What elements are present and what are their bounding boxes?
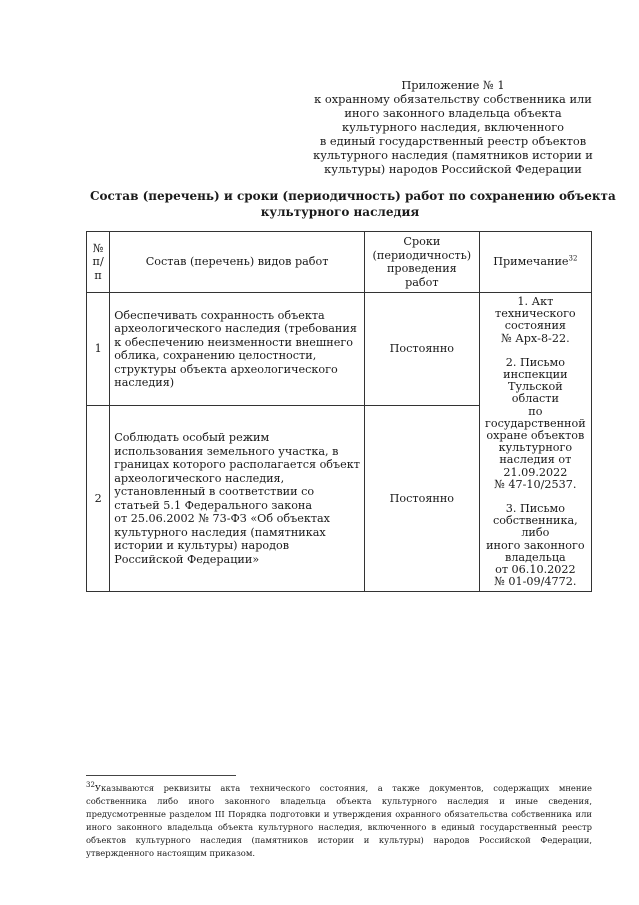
appendix-line: культуры) народов Российской Федерации — [324, 162, 582, 176]
composition-line: структуры объекта археологического — [114, 362, 338, 376]
appendix-line: Приложение № 1 — [401, 78, 505, 92]
note-paragraph — [484, 357, 587, 491]
header-term-line: Сроки — [403, 235, 441, 248]
composition-line: культурного наследия (памятниках — [114, 525, 326, 539]
note-paragraph — [484, 503, 587, 588]
footnote-reference: 32 — [568, 254, 578, 263]
note-line: иного законного — [486, 538, 585, 552]
header-term-line: проведения работ — [386, 262, 457, 289]
header-note — [479, 232, 591, 293]
composition-line: Обеспечивать сохранность объекта — [114, 308, 325, 322]
note-line: Тульской области — [508, 380, 563, 406]
note-line: 2. Письмо — [505, 355, 565, 369]
note-line: № 01-09/4772. — [494, 575, 577, 589]
footnote — [86, 782, 592, 860]
note-line: 21.09.2022 — [503, 465, 568, 479]
row-term: Постоянно — [364, 293, 479, 406]
header-note-label: Примечание — [493, 255, 569, 269]
note-line: № Арх-8-22. — [501, 331, 570, 345]
composition-line: археологического наследия, — [114, 471, 285, 485]
note-line: № 47-10/2537. — [494, 477, 577, 491]
footnote-line — [86, 782, 592, 795]
note-line: 1. Акт технического — [495, 295, 576, 321]
table-header-row — [87, 232, 592, 293]
footnote-text: Указываются реквизиты акта технического состояния, а также документов, содержащих мнение — [94, 783, 592, 793]
composition-line: Российской Федерации» — [114, 552, 260, 566]
header-term — [364, 232, 479, 293]
note-line: 3. Письмо — [505, 502, 565, 516]
note-line: инспекции — [503, 368, 568, 382]
composition-line: установленный в соответствии со — [114, 485, 315, 499]
note-cell — [479, 293, 591, 592]
appendix-line: иного законного владельца объекта — [344, 106, 562, 120]
row-term: Постоянно — [364, 406, 479, 592]
composition-line: Соблюдать особый режим — [114, 431, 270, 445]
header-num — [87, 232, 110, 293]
appendix-heading — [300, 78, 606, 176]
header-composition: Состав (перечень) видов работ — [110, 232, 365, 293]
title-line: Состав (перечень) и сроки (периодичность) работ по сохранению объекта — [90, 189, 616, 203]
appendix-line: к охранному обязательству собственника или — [314, 92, 592, 106]
row-composition — [110, 406, 365, 592]
row-composition — [110, 293, 365, 406]
appendix-line: в единый государственный реестр объектов — [319, 134, 587, 148]
note-line: владельца — [505, 550, 566, 564]
header-num-line: п/п — [92, 255, 104, 282]
appendix-line: культурного наследия, включенного — [341, 120, 565, 134]
note-paragraph — [484, 296, 587, 345]
footnote-line: иного законного владельца объекта культурного наследия, включенного в единый государственный реестр — [86, 822, 592, 832]
note-line: собственника, либо — [493, 514, 578, 540]
appendix-line: культурного наследия (памятников истории и — [313, 148, 593, 162]
footnote-line: собственника либо иного законного владельца объекта культурного наследия и иные сведения, — [86, 796, 592, 806]
composition-line: границах которого располагается объект — [114, 458, 360, 472]
footnote-line: утвержденного настоящим приказом. — [86, 848, 256, 858]
footnote-separator — [86, 775, 236, 776]
footnote-number: 32 — [86, 781, 95, 790]
composition-line: наследия) — [114, 376, 175, 390]
row-num: 2 — [87, 406, 110, 592]
footnote-line: предусмотренные разделом III Порядка подготовки и утверждения охранного обязательства собственника или — [86, 809, 592, 819]
row-num: 1 — [87, 293, 110, 406]
note-line: культурного — [498, 441, 573, 455]
document-title — [90, 188, 616, 220]
note-line: по государственной — [485, 404, 586, 430]
composition-line: к обеспечению неизменности внешнего — [114, 335, 353, 349]
note-line: наследия от — [499, 453, 572, 467]
note-line: от 06.10.2022 — [495, 563, 576, 577]
composition-line: истории и культуры) народов — [114, 539, 290, 553]
header-term-line: (периодичность) — [372, 248, 472, 262]
note-line: состояния — [504, 319, 566, 333]
header-num-line: № — [92, 241, 104, 255]
works-table — [86, 231, 592, 592]
composition-line: использования земельного участка, в — [114, 444, 339, 458]
composition-line: археологического наследия (требования — [114, 322, 357, 336]
title-line: культурного наследия — [260, 205, 420, 219]
footnote-line: объектов культурного наследия (памятников истории и культуры) народов Российской Федерации, — [86, 835, 592, 845]
composition-line: статьей 5.1 Федерального закона — [114, 498, 313, 512]
note-line: охране объектов — [486, 429, 585, 443]
composition-line: облика, сохранению целостности, — [114, 349, 317, 363]
composition-line: от 25.06.2002 № 73-ФЗ «Об объектах — [114, 512, 330, 526]
table-row — [87, 293, 592, 406]
